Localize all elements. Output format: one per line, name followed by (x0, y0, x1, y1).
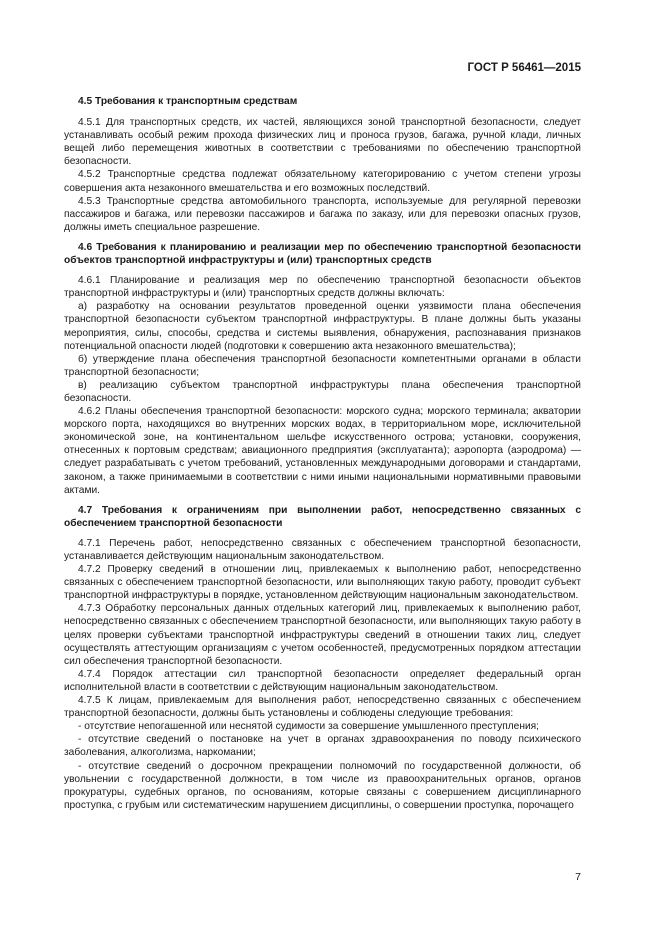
paragraph-4-7-4: 4.7.4 Порядок аттестации сил транспортной безопасности определяет федеральный орган исполнительной власти в соответствии с действующим национальным законодательством. (64, 668, 581, 693)
section-heading-4-6: 4.6 Требования к планированию и реализации мер по обеспечению транспортной безопасности объектов транспортной инфраструктуры и (или) транспортных средств (64, 241, 581, 267)
paragraph-4-6-2: 4.6.2 Планы обеспечения транспортной безопасности: морского судна; морского терминала; акватории морского порта, находящихся во внутренних морских водах, в территориальном море, исключительной экономической зоне, на континентальном шельфе искусственного острова; установки, сооружения, отнесенных к портовым средствам; авиационного предприятия (эксплуатанта); аэропорта (аэродрома) — следует разрабатывать с учетом требований, установленных международными договорами и стандартами, законом, а также принимаемыми в соответствии с ними иными национальными нормативными правовыми актами. (64, 406, 581, 496)
dash-item-2: - отсутствие сведений о постановке на учет в органах здравоохранения по поводу психического заболевания, алкоголизма, наркомании; (64, 734, 581, 759)
dash-item-3: - отсутствие сведений о досрочном прекращении полномочий по государственной должности, об увольнении с государственной должности, в том числе из правоохранительных органов, органов прокуратуры, судебных органов, по основаниям, которые связаны с совершением дисциплинарного проступка, с грубым или систематическим нарушением дисциплины, о совершении проступка, порочащего (64, 760, 581, 811)
section-heading-4-7: 4.7 Требования к ограничениям при выполнении работ, непосредственно связанных с обеспечением транспортной безопасности (64, 504, 581, 529)
document-code: ГОСТ Р 56461—2015 (467, 62, 581, 74)
dash-item-1: - отсутствие непогашенной или неснятой судимости за совершение умышленного преступления; (78, 721, 540, 733)
list-item-b: б) утверждение плана обеспечения транспортной безопасности компетентными органами в области транспортной безопасности; (64, 353, 581, 378)
list-item-c: в) реализацию субъектом транспортной инфраструктуры плана обеспечения транспортной безопасности. (64, 379, 581, 404)
section-heading-4-5: 4.5 Требования к транспортным средствам (78, 96, 298, 107)
paragraph-4-7-3: 4.7.3 Обработку персональных данных отдельных категорий лиц, привлекаемых к выполнению работ, непосредственно связанных с обеспечением транспортной безопасности, или выполняющих такую работу в целях проверки субъектами транспортной инфраструктуры сведений в отношении таких лиц, следует осуществлять аттестующим организациям с учетом особенностей, предусмотренных порядком аттестации сил обеспечения транспортной безопасности. (64, 603, 581, 667)
paragraph-4-5-3: 4.5.3 Транспортные средства автомобильного транспорта, используемые для регулярной перевозки пассажиров и багажа, или перевозки пассажиров и багажа по заказу, или для перевозки опасных грузов, должны иметь специальное разрешение. (64, 195, 581, 233)
list-item-a: а) разработку на основании результатов проведенной оценки уязвимости плана обеспечения транспортной безопасности субъектом транспортной инфраструктуры. В плане должны быть указаны мероприятия, силы, способы, средства и системы выявления, обнаружения, распознавания признаков потенциальной опасности людей (подготовки к совершению акта незаконного вмешательства); (64, 301, 581, 352)
paragraph-4-5-2: 4.5.2 Транспортные средства подлежат обязательному категорированию с учетом степени угрозы совершения акта незаконного вмешательства и его возможных последствий. (64, 169, 581, 194)
paragraph-4-7-1: 4.7.1 Перечень работ, непосредственно связанных с обеспечением транспортной безопасности, устанавливается действующим национальным законодательством. (64, 537, 581, 562)
paragraph-4-5-1: 4.5.1 Для транспортных средств, их частей, являющихся зоной транспортной безопасности, следует устанавливать особый режим прохода физических лиц и проноса грузов, багажа, ручной клади, личных вещей либо перемещения животных в соответствии с требованиями по обеспечению транспортной безопасности. (64, 117, 581, 168)
page-number: 7 (575, 871, 581, 883)
document-body (64, 95, 581, 812)
paragraph-4-7-5: 4.7.5 К лицам, привлекаемым для выполнения работ, непосредственно связанных с обеспечением транспортной безопасности, должны быть установлены и соблюдены следующие требования: (64, 695, 581, 720)
paragraph-4-6-1: 4.6.1 Планирование и реализация мер по обеспечению транспортной безопасности объектов транспортной инфраструктуры и (или) транспортных средств должны включать: (64, 275, 581, 300)
paragraph-4-7-2: 4.7.2 Проверку сведений в отношении лиц, привлекаемых к выполнению работ, непосредственно связанных с обеспечением транспортной безопасности, или выполняющих такую работу, проводит субъект транспортной инфраструктуры в порядке, установленном действующим национальным законодательством. (64, 564, 581, 602)
